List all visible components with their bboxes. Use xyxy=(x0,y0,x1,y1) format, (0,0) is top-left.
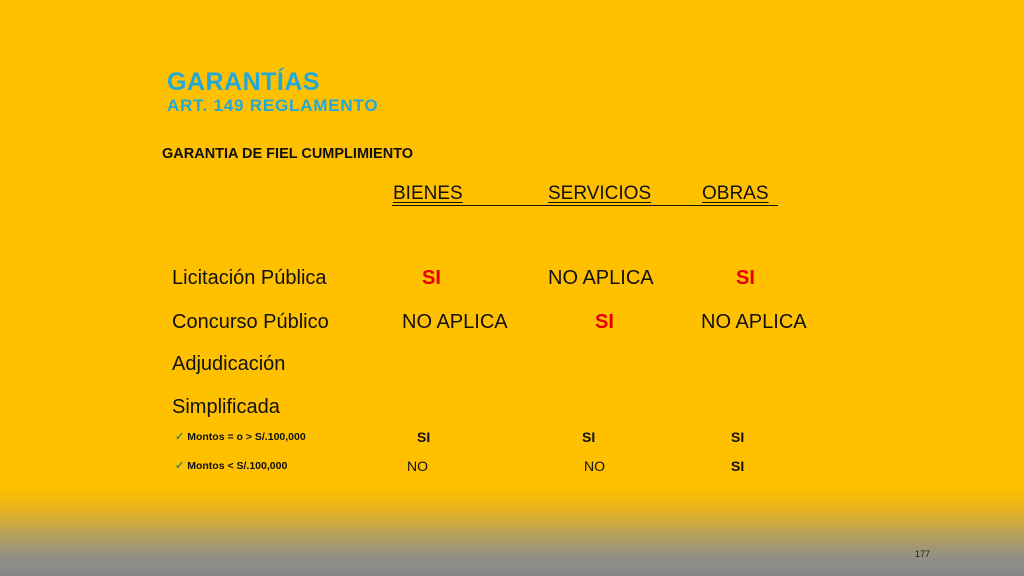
bullet-montos-mayor xyxy=(175,432,306,443)
cell-menor-servicios: NO xyxy=(584,458,605,474)
row-label-concurso: Concurso Público xyxy=(172,311,329,333)
cell-menor-obras: SI xyxy=(731,458,745,474)
header-underline xyxy=(392,205,778,206)
slide-title: GARANTÍAS xyxy=(167,68,321,96)
checkmark-icon: ✓ xyxy=(175,460,185,472)
cell-licitacion-servicios: NO APLICA xyxy=(548,267,654,289)
column-header-servicios: SERVICIOS xyxy=(548,183,652,204)
cell-concurso-servicios: SI xyxy=(595,311,614,333)
cell-menor-bienes: NO xyxy=(407,458,428,474)
bullet-montos-menor xyxy=(175,461,287,472)
checkmark-icon: ✓ xyxy=(175,431,185,443)
slide-subtitle: ART. 149 REGLAMENTO xyxy=(167,96,379,115)
section-heading: GARANTIA DE FIEL CUMPLIMIENTO xyxy=(162,146,414,162)
cell-licitacion-bienes: SI xyxy=(422,267,441,289)
page-number: 177 xyxy=(915,549,931,559)
row-label-simplificada: Simplificada xyxy=(172,396,280,418)
bullet-label: Montos < S/.100,000 xyxy=(187,460,288,472)
cell-mayor-obras: SI xyxy=(731,429,745,445)
row-label-licitacion: Licitación Pública xyxy=(172,267,327,289)
column-header-bienes: BIENES xyxy=(393,183,463,204)
row-label-adjudicacion: Adjudicación xyxy=(172,353,286,375)
cell-concurso-bienes: NO APLICA xyxy=(402,311,508,333)
column-header-obras: OBRAS xyxy=(702,183,769,204)
bullet-label: Montos = o > S/.100,000 xyxy=(187,431,306,443)
cell-licitacion-obras: SI xyxy=(736,267,755,289)
cell-mayor-bienes: SI xyxy=(417,429,431,445)
cell-mayor-servicios: SI xyxy=(582,429,596,445)
cell-concurso-obras: NO APLICA xyxy=(701,311,807,333)
